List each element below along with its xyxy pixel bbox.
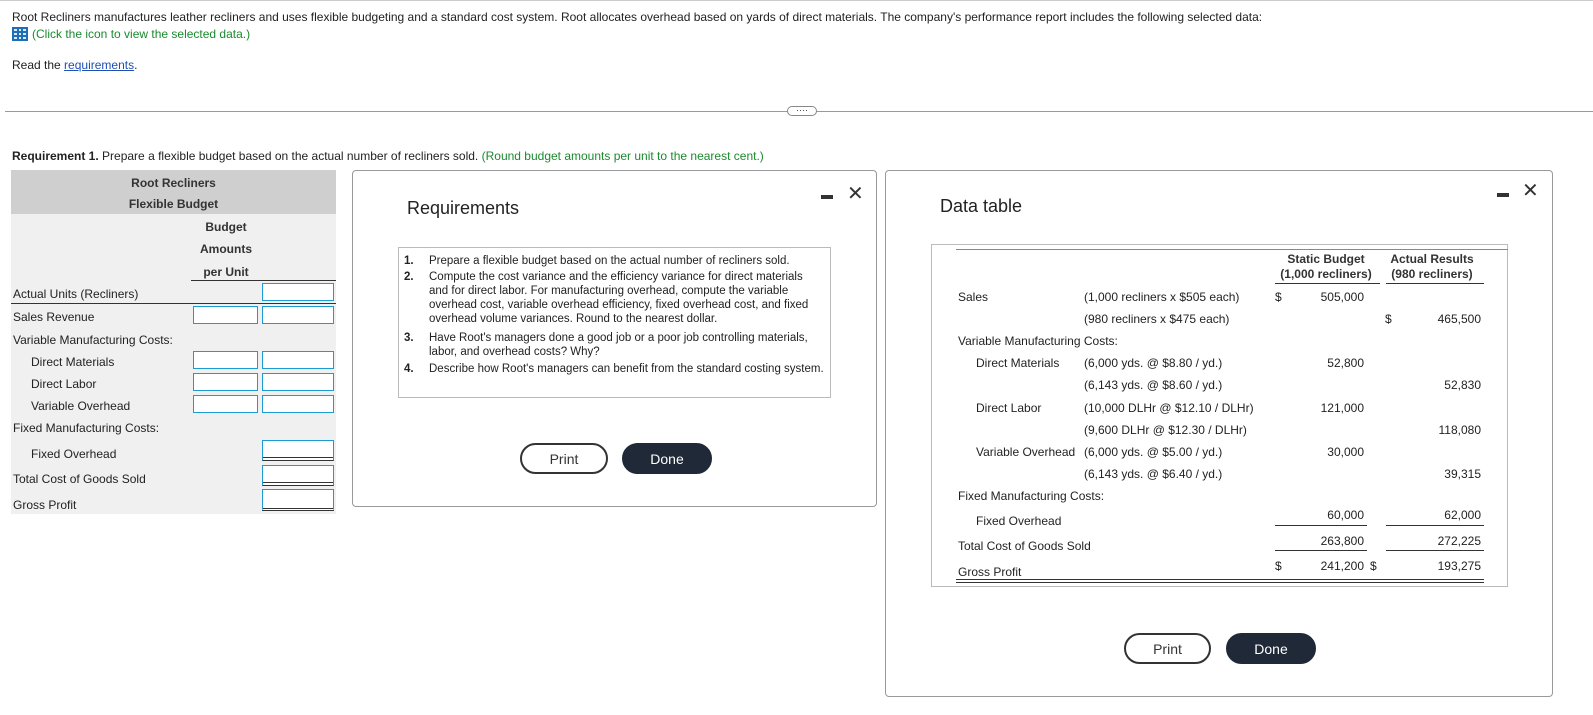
- actual-header-line1: Actual Results: [1390, 252, 1474, 266]
- static-sales: 505,000: [1320, 290, 1364, 304]
- static-budget-header: [1272, 252, 1380, 282]
- data-done-button[interactable]: Done: [1226, 633, 1316, 664]
- tcogs-static-underline: [1275, 550, 1367, 551]
- vo-total-input[interactable]: [262, 395, 334, 413]
- row-fixed-mfg: Fixed Manufacturing Costs:: [13, 421, 160, 435]
- dl-note-actual: (9,600 DLHr @ $12.30 / DLHr): [1084, 423, 1247, 437]
- requirements-print-button[interactable]: Print: [520, 443, 608, 474]
- row-actual-units: Actual Units (Recliners): [13, 287, 139, 301]
- requirement-item: [404, 362, 824, 376]
- dm-total-input[interactable]: [262, 351, 334, 369]
- sales-per-unit-input[interactable]: [193, 306, 258, 324]
- actual-units-underline: [11, 303, 336, 304]
- static-fo: 60,000: [1327, 508, 1364, 522]
- fo-label: Fixed Overhead: [976, 514, 1062, 528]
- requirement-number: 3.: [404, 332, 414, 344]
- fo-static-underline: [1275, 525, 1367, 526]
- requirement-text: Prepare a flexible budget based on the actual number of recliners sold.: [429, 255, 790, 267]
- company-name: Root Recliners: [131, 176, 216, 190]
- view-data-link[interactable]: [12, 27, 250, 41]
- actual-dm: 52,830: [1444, 378, 1481, 392]
- tcogs-actual-underline: [1386, 550, 1484, 551]
- dl-label: Direct Labor: [976, 401, 1042, 415]
- requirement-1-text: Prepare a flexible budget based on the actual number of recliners sold.: [98, 149, 482, 163]
- row-fixed-overhead: Fixed Overhead: [31, 447, 117, 461]
- requirement-item: [404, 270, 824, 326]
- sales-note-actual: (980 recliners x $475 each): [1084, 312, 1230, 326]
- actual-units-input[interactable]: [262, 283, 334, 301]
- dollar-sign: $: [1275, 290, 1282, 304]
- sales-total-input[interactable]: [262, 306, 334, 324]
- minimize-icon[interactable]: [1497, 193, 1509, 197]
- view-data-text[interactable]: (Click the icon to view the selected data.): [32, 27, 251, 41]
- intro-text: Root Recliners manufactures leather recliners and uses flexible budgeting and a standard cost system. Root allocates overhead based on yards of direct materials. The company's performance report includes the following selected data:: [12, 10, 1263, 24]
- static-dm: 52,800: [1327, 356, 1364, 370]
- data-print-button[interactable]: Print: [1124, 633, 1211, 664]
- actual-gp: 193,275: [1437, 559, 1481, 573]
- row-direct-labor: Direct Labor: [31, 377, 97, 391]
- static-header-underline: [1275, 283, 1380, 284]
- requirement-number: 1.: [404, 255, 414, 267]
- static-tcogs: 263,800: [1320, 534, 1364, 548]
- row-total-cogs: Total Cost of Goods Sold: [13, 472, 146, 486]
- sales-label: Sales: [958, 290, 989, 304]
- requirement-text: Have Root's managers done a good job or a poor job controlling materials, labor, and overhead costs? Why?: [429, 332, 808, 358]
- requirement-item: [404, 331, 824, 359]
- gross-profit-total-input[interactable]: [262, 489, 334, 511]
- gp-label: Gross Profit: [958, 565, 1022, 579]
- header-underline: [191, 280, 336, 281]
- static-header-line1: Static Budget: [1287, 252, 1365, 266]
- requirement-text: Compute the cost variance and the efficiency variance for direct materials and for direct labor. For manufacturing overhead, compute the variable overhead cost, variable overhead efficiency, fixed overhead cost, and fixed overhead volume variances. Round to the nearest dollar.: [429, 271, 809, 325]
- dollar-sign: $: [1275, 559, 1282, 573]
- actual-header-line2: (980 recliners): [1391, 267, 1473, 281]
- table-top-rule: [956, 249, 1508, 250]
- data-table: [931, 244, 1508, 587]
- static-vo: 30,000: [1327, 445, 1364, 459]
- tcogs-total-input[interactable]: [262, 465, 334, 486]
- vo-note-static: (6,000 yds. @ $5.00 / yd.): [1084, 445, 1223, 459]
- dollar-sign: $: [1385, 312, 1392, 326]
- requirements-list: [398, 247, 831, 398]
- static-gp: 241,200: [1320, 559, 1364, 573]
- vo-note-actual: (6,143 yds. @ $6.40 / yd.): [1084, 467, 1223, 481]
- tcogs-label: Total Cost of Goods Sold: [958, 539, 1091, 553]
- requirement-1-note: (Round budget amounts per unit to the nearest cent.): [481, 149, 764, 163]
- dl-note-static: (10,000 DLHr @ $12.10 / DLHr): [1084, 401, 1254, 415]
- column-header-line2: Amounts: [200, 242, 252, 256]
- sales-note-static: (1,000 recliners x $505 each): [1084, 290, 1240, 304]
- column-header-line1: Budget: [205, 220, 247, 234]
- requirement-number: 2.: [404, 271, 414, 283]
- budget-title: Flexible Budget: [128, 197, 219, 211]
- requirement-text: Describe how Root's managers can benefit from the standard costing system.: [429, 363, 824, 375]
- actual-results-header: [1382, 252, 1482, 282]
- vo-per-unit-input[interactable]: [193, 395, 258, 413]
- actual-vo: 39,315: [1444, 467, 1481, 481]
- requirements-done-button[interactable]: Done: [622, 443, 712, 474]
- flexible-budget-table: [11, 170, 336, 514]
- expand-button[interactable]: ····: [787, 106, 817, 116]
- fixed-mfg-label: Fixed Manufacturing Costs:: [958, 489, 1105, 503]
- row-gross-profit: Gross Profit: [13, 498, 77, 512]
- dm-note-static: (6,000 yds. @ $8.80 / yd.): [1084, 356, 1223, 370]
- row-variable-overhead: Variable Overhead: [31, 399, 131, 413]
- fo-total-input[interactable]: [262, 440, 334, 461]
- actual-sales: 465,500: [1437, 312, 1481, 326]
- data-table-title: Data table: [940, 196, 1023, 216]
- row-sales-revenue: Sales Revenue: [13, 310, 95, 324]
- read-suffix: .: [134, 58, 138, 72]
- fo-actual-underline: [1386, 525, 1484, 526]
- static-header-line2: (1,000 recliners): [1280, 267, 1372, 281]
- row-variable-mfg: Variable Manufacturing Costs:: [13, 333, 173, 347]
- actual-fo: 62,000: [1444, 508, 1481, 522]
- requirement-1-label: Requirement 1.: [12, 149, 99, 163]
- read-prefix: Read the: [12, 58, 65, 72]
- dl-per-unit-input[interactable]: [193, 373, 258, 391]
- requirements-title: Requirements: [407, 198, 520, 218]
- minimize-icon[interactable]: [821, 195, 833, 199]
- gp-underline-1: [956, 579, 1484, 580]
- requirement-1-prompt: [12, 149, 764, 163]
- row-direct-materials: Direct Materials: [31, 355, 115, 369]
- close-icon[interactable]: ✕: [1522, 180, 1539, 202]
- dm-label: Direct Materials: [976, 356, 1060, 370]
- dl-total-input[interactable]: [262, 373, 334, 391]
- read-requirements-line: [12, 58, 137, 72]
- dm-note-actual: (6,143 yds. @ $8.60 / yd.): [1084, 378, 1223, 392]
- vo-label: Variable Overhead: [976, 445, 1076, 459]
- actual-tcogs: 272,225: [1437, 534, 1481, 548]
- actual-header-underline: [1386, 283, 1484, 284]
- top-border: [0, 0, 1593, 1]
- static-dl: 121,000: [1320, 401, 1364, 415]
- dollar-sign: $: [1370, 559, 1377, 573]
- actual-dl: 118,080: [1438, 423, 1481, 437]
- requirement-item: [404, 254, 824, 268]
- close-icon[interactable]: ✕: [847, 183, 864, 205]
- requirements-link[interactable]: requirements: [64, 58, 135, 72]
- table-icon[interactable]: [12, 27, 28, 41]
- column-header-line3: per Unit: [203, 265, 249, 279]
- var-mfg-label: Variable Manufacturing Costs:: [958, 334, 1118, 348]
- gp-underline-2: [956, 582, 1484, 583]
- dm-per-unit-input[interactable]: [193, 351, 258, 369]
- requirement-number: 4.: [404, 363, 414, 375]
